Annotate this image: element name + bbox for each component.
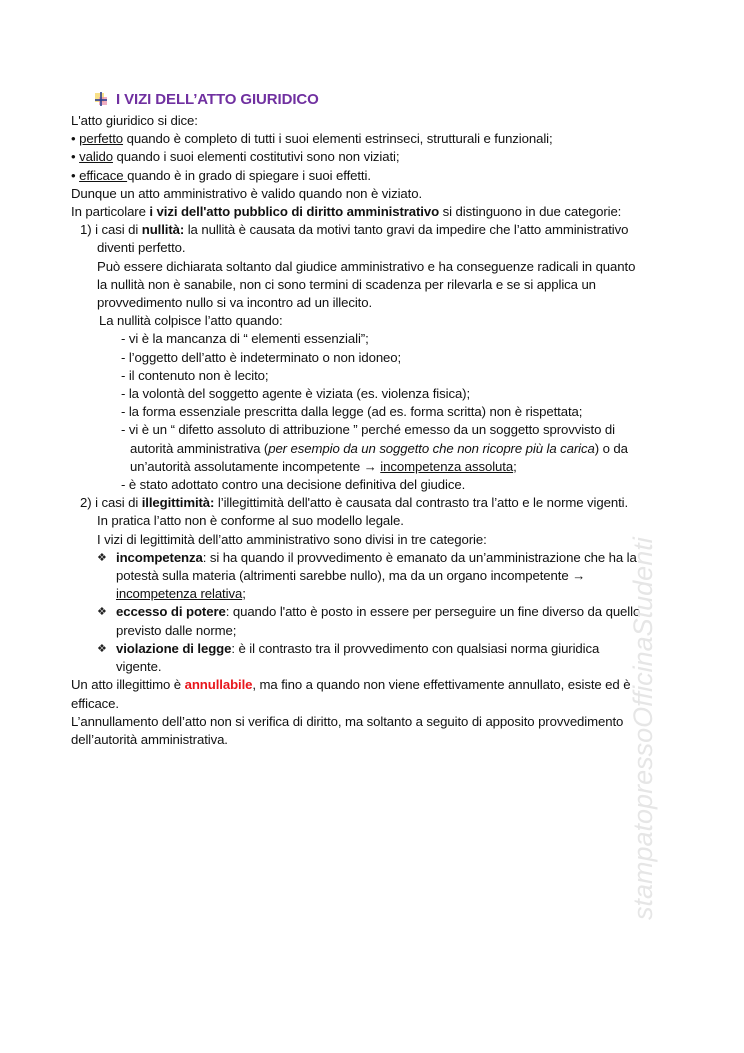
illegittimita-line: I vizi di legittimità dell’atto amministrativo sono divisi in tre categorie:	[97, 531, 487, 547]
diamond-bullet-icon: ❖	[97, 551, 107, 564]
closing-line: efficace.	[71, 695, 119, 711]
category-incompetenza: ❖ incompetenza: si ha quando il provvedimento è emanato da un’amministrazione che ha la potestà sulla materia (altrimenti sarebbe nullo), ma da un organo incompetente → incompetenza relativa;	[97, 549, 637, 602]
illegittimita-line: In pratica l’atto non è conforme al suo modello legale.	[97, 513, 404, 529]
conclusion: Dunque un atto amministrativo è valido quando non è viziato.	[71, 185, 423, 201]
section-title-text: I VIZI DELL’ATTO GIURIDICO	[116, 91, 319, 108]
nullita-item: - vi è un “ difetto assoluto di attribuzione ” perché emesso da un soggetto sprovvisto di	[121, 422, 615, 438]
nullita-item: - l’oggetto dell’atto è indeterminato o non idoneo;	[121, 349, 402, 365]
bullet-efficace: • efficace quando è in grado di spiegare i suoi effetti.	[71, 167, 371, 183]
nullita-item: - la volontà del soggetto agente è viziata (es. violenza fisica);	[121, 386, 471, 402]
nullita-item-cont: autorità amministrativa (per esempio da un soggetto che non ricopre più la carica) o da	[130, 440, 628, 456]
closing-line: dell’autorità amministrativa.	[71, 731, 228, 747]
intro: L'atto giuridico si dice:	[71, 113, 198, 128]
nullita-para: provvedimento nullo si va incontro ad un illecito.	[97, 295, 373, 311]
pin-bullet-icon	[93, 91, 109, 107]
nullita-item-cont: un’autorità assolutamente incompetente → incompetenza assoluta;	[130, 458, 517, 474]
nullita-lead: La nullità colpisce l’atto quando:	[99, 313, 283, 329]
nullita-item: - la forma essenziale prescritta dalla legge (ad es. forma scritta) non è rispettata;	[121, 404, 583, 420]
illegittimita-heading: 2) i casi di illegittimità: l’illegittimità dell'atto è causata dal contrasto tra l’atto e le norme vigenti.	[80, 495, 629, 511]
nullita-item: - vi è la mancanza di “ elementi essenziali”;	[121, 331, 369, 347]
nullita-item: - è stato adottato contro una decisione definitiva del giudice.	[121, 477, 466, 493]
diamond-bullet-icon: ❖	[97, 642, 107, 655]
watermark: stampatopressoOfficinaStudenti	[628, 537, 658, 920]
closing-line: L’annullamento dell’atto non si verifica di diritto, ma soltanto a seguito di apposito provvedimento	[71, 713, 624, 729]
nullita-para: la nullità non è sanabile, non ci sono termini di scadenza per rilevarla e se si applica un	[97, 276, 596, 292]
particular: In particolare i vizi dell'atto pubblico di diritto amministrativo si distinguono in due categorie:	[71, 204, 622, 220]
category-eccesso-di-potere: ❖ eccesso di potere: quando l'atto è posto in essere per perseguire un fine diverso da quello previsto dalle norme;	[97, 604, 641, 638]
nullita-line: diventi perfetto.	[97, 240, 186, 256]
nullita-para: Può essere dichiarata soltanto dal giudice amministrativo e ha conseguenze radicali in quanto	[97, 258, 636, 274]
nullita-item: - il contenuto non è lecito;	[121, 367, 269, 383]
closing-annullabile: Un atto illegittimo è annullabile, ma fino a quando non viene effettivamente annullato, esiste ed è	[71, 677, 631, 693]
diamond-bullet-icon: ❖	[97, 606, 107, 619]
document-page	[71, 88, 681, 749]
bullet-perfetto: • perfetto quando è completo di tutti i suoi elementi estrinseci, strutturali e funzionali;	[71, 131, 553, 147]
category-violazione-di-legge: ❖ violazione di legge: è il contrasto tra il provvedimento con qualsiasi norma giuridica vigente.	[97, 640, 600, 675]
nullita-heading: 1) i casi di nullità: la nullità è causata da motivi tanto gravi da impedire che l’atto amministrativo	[80, 222, 629, 238]
bullet-valido: • valido quando i suoi elementi costitutivi sono non viziati;	[71, 149, 400, 165]
section-title	[71, 88, 681, 112]
